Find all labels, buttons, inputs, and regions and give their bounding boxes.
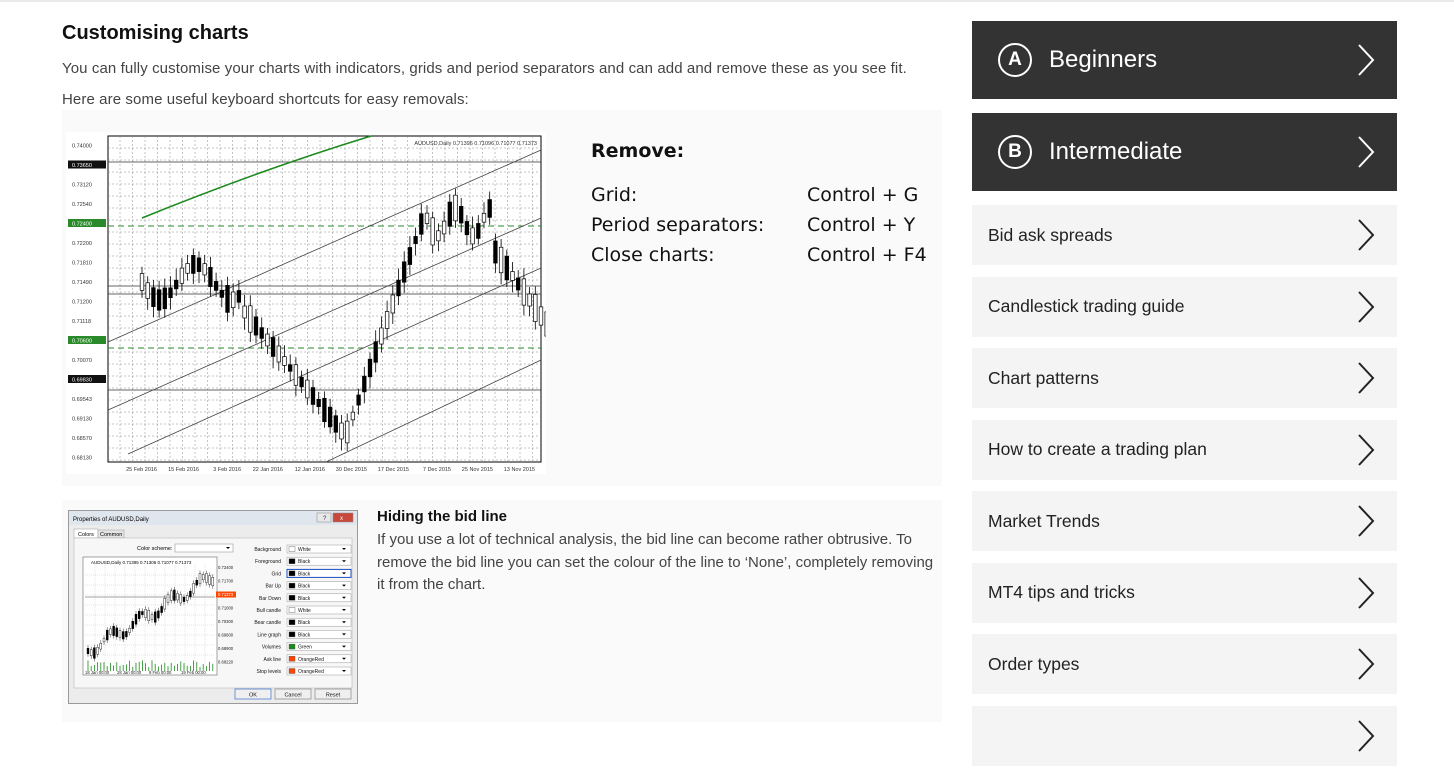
- shortcut-label: Close charts:: [591, 244, 715, 266]
- svg-text:0.71490: 0.71490: [72, 280, 92, 286]
- shortcut-row: [591, 210, 927, 240]
- svg-text:OK: OK: [249, 692, 257, 699]
- svg-text:13 Nov 2015: 13 Nov 2015: [503, 467, 535, 473]
- chevron-right-icon: [1357, 504, 1375, 538]
- level-label: Beginners: [1049, 46, 1158, 73]
- svg-text:Ask line: Ask line: [263, 656, 281, 663]
- chevron-right-icon: [1357, 576, 1375, 610]
- bid-line-text: If you use a lot of technical analysis, the bid line can become rather obtrusive. To remove the bid line you can set the colour of the line to ‘None’, completely removing it from the chart.: [377, 531, 934, 593]
- svg-text:0.72400: 0.72400: [218, 565, 234, 570]
- sidebar-link-trading-plan[interactable]: [972, 420, 1397, 480]
- svg-text:0.72400: 0.72400: [72, 221, 92, 228]
- svg-text:Cancel: Cancel: [284, 692, 302, 699]
- sidebar-level-beginners[interactable]: [972, 21, 1397, 99]
- bid-line-section: [377, 508, 942, 597]
- svg-text:Bar Down: Bar Down: [259, 595, 281, 602]
- sidebar-link-order-types[interactable]: [972, 634, 1397, 694]
- svg-text:12 Jan 2016: 12 Jan 2016: [294, 467, 325, 473]
- shortcut-keys: Control + G: [807, 184, 919, 206]
- svg-text:3 Feb 2016: 3 Feb 2016: [213, 467, 241, 473]
- svg-text:0.71700: 0.71700: [218, 578, 234, 584]
- svg-text:?: ?: [323, 516, 327, 522]
- svg-text:Foreground: Foreground: [255, 559, 281, 566]
- svg-text:0.71200: 0.71200: [72, 299, 92, 306]
- sidebar-nav: [972, 21, 1397, 777]
- svg-text:Green: Green: [298, 644, 312, 651]
- sidebar-link-candlestick-trading-guide[interactable]: [972, 277, 1397, 337]
- svg-text:0.70300: 0.70300: [218, 619, 234, 624]
- svg-text:Volumes: Volumes: [261, 644, 281, 651]
- dialog-title: Properties of AUDUSD,Daily: [73, 517, 149, 523]
- svg-text:Black: Black: [298, 620, 311, 627]
- sidebar-link-label: Candlestick trading guide: [988, 296, 1185, 316]
- article-header: [62, 22, 942, 115]
- bid-line-title: Hiding the bid line: [377, 508, 507, 525]
- svg-text:OrangeRed: OrangeRed: [298, 656, 324, 663]
- svg-text:0.72200: 0.72200: [72, 241, 92, 247]
- svg-text:0.71118: 0.71118: [72, 319, 92, 325]
- svg-text:Background: Background: [254, 547, 281, 553]
- sidebar-link-label: Market Trends: [988, 510, 1100, 531]
- svg-text:0.69543: 0.69543: [72, 397, 92, 403]
- chevron-right-icon: [1357, 719, 1375, 753]
- chevron-right-icon: [1357, 43, 1375, 77]
- svg-text:18 Jan 00:00: 18 Jan 00:00: [85, 670, 110, 675]
- svg-text:9 Feb 00:00: 9 Feb 00:00: [149, 670, 172, 675]
- level-badge-a: A: [998, 43, 1032, 77]
- sidebar-link-label: How to create a trading plan: [988, 439, 1207, 459]
- svg-text:25 Nov 2015: 25 Nov 2015: [461, 467, 493, 473]
- level-badge-b: B: [998, 135, 1032, 169]
- color-scheme-select: [175, 544, 233, 552]
- svg-text:0.71000: 0.71000: [218, 605, 234, 611]
- sidebar-link-mt4-tips[interactable]: [972, 563, 1397, 623]
- color-scheme-label: Color scheme:: [137, 546, 173, 552]
- svg-text:Black: Black: [298, 632, 311, 639]
- sidebar-link-next[interactable]: [972, 706, 1397, 766]
- svg-text:AUDUSD,Daily 0.71396 0.71096 0: AUDUSD,Daily 0.71396 0.71096 0.71077 0.71373: [414, 141, 537, 147]
- article-title: Customising charts: [62, 22, 249, 44]
- sidebar-link-label: MT4 tips and tricks: [988, 582, 1135, 602]
- shortcut-row: [591, 180, 927, 210]
- svg-text:0.73650: 0.73650: [72, 163, 92, 169]
- article-intro: You can fully customise your charts with indicators, grids and period separators and can add and remove these as you see fit. Here are some useful keyboard shortcuts for easy removals:: [62, 60, 907, 108]
- svg-text:0.68900: 0.68900: [218, 646, 234, 651]
- svg-text:Bar Up: Bar Up: [265, 583, 281, 590]
- svg-text:Bull candle: Bull candle: [256, 608, 281, 614]
- sidebar-link-chart-patterns[interactable]: [972, 348, 1397, 408]
- level-label: Intermediate: [1049, 138, 1183, 165]
- chevron-right-icon: [1357, 433, 1375, 467]
- svg-text:19 Feb 00:00: 19 Feb 00:00: [181, 670, 206, 675]
- shortcut-row: [591, 240, 927, 270]
- svg-text:Stop levels: Stop levels: [256, 669, 281, 675]
- svg-text:Black: Black: [298, 559, 311, 566]
- shortcut-label: Grid:: [591, 184, 638, 206]
- sidebar-link-bid-ask-spreads[interactable]: [972, 205, 1397, 265]
- svg-text:7 Dec 2015: 7 Dec 2015: [422, 467, 451, 473]
- svg-text:Black: Black: [298, 583, 311, 590]
- svg-text:25 Feb 2016: 25 Feb 2016: [126, 467, 157, 473]
- shortcut-label: Period separators:: [591, 214, 765, 236]
- tab-colors-label: Colors: [78, 532, 94, 538]
- chevron-right-icon: [1357, 290, 1375, 324]
- svg-text:15 Feb 2016: 15 Feb 2016: [168, 467, 199, 473]
- svg-text:17 Dec 2015: 17 Dec 2015: [377, 467, 409, 473]
- chevron-right-icon: [1357, 135, 1375, 169]
- svg-text:White: White: [298, 547, 311, 553]
- chevron-right-icon: [1357, 361, 1375, 395]
- svg-text:Grid: Grid: [271, 571, 281, 578]
- svg-text:0.71810: 0.71810: [72, 260, 92, 267]
- mirrored-price-chart-image: [66, 132, 546, 479]
- svg-text:28 Jan 00:00: 28 Jan 00:00: [117, 670, 142, 675]
- shortcut-title: Remove:: [591, 140, 685, 162]
- tab-common-label: Common: [100, 532, 123, 538]
- sidebar-link-label: Bid ask spreads: [988, 224, 1113, 245]
- properties-dialog-image: [68, 510, 358, 704]
- svg-text:0.68570: 0.68570: [72, 436, 92, 442]
- preview-header: AUDUSD,Daily 0.71395 0.71306 0.71077 0.71373: [91, 560, 192, 565]
- shortcut-keys: Control + F4: [807, 244, 927, 266]
- svg-text:0.74000: 0.74000: [72, 143, 92, 150]
- svg-text:0.72540: 0.72540: [72, 202, 92, 208]
- svg-text:Line graph: Line graph: [257, 632, 281, 639]
- svg-text:0.69830: 0.69830: [72, 377, 92, 384]
- svg-text:22 Jan 2016: 22 Jan 2016: [252, 467, 283, 473]
- svg-text:White: White: [298, 608, 311, 614]
- svg-text:30 Dec 2015: 30 Dec 2015: [335, 467, 367, 473]
- svg-text:0.69130: 0.69130: [72, 416, 92, 423]
- svg-text:OrangeRed: OrangeRed: [298, 669, 324, 675]
- close-icon: [333, 513, 353, 522]
- sidebar-link-market-trends[interactable]: [972, 491, 1397, 551]
- shortcut-keys: Control + Y: [807, 214, 916, 236]
- svg-text:Reset: Reset: [325, 692, 341, 699]
- svg-text:0.68130: 0.68130: [72, 455, 92, 462]
- svg-text:Black: Black: [298, 595, 311, 602]
- svg-text:0.68220: 0.68220: [218, 659, 234, 665]
- sidebar-level-intermediate[interactable]: [972, 113, 1397, 191]
- chevron-right-icon: [1357, 647, 1375, 681]
- sidebar-link-label: Order types: [988, 653, 1080, 674]
- svg-text:0.73120: 0.73120: [72, 182, 92, 189]
- svg-text:Bear candle: Bear candle: [254, 620, 281, 627]
- top-divider: [0, 0, 1454, 2]
- svg-text:0.70600: 0.70600: [72, 338, 92, 345]
- svg-text:Black: Black: [298, 571, 311, 578]
- chevron-right-icon: [1357, 218, 1375, 252]
- svg-text:0.69600: 0.69600: [218, 632, 234, 638]
- svg-text:x: x: [340, 516, 343, 522]
- svg-text:0.71373: 0.71373: [218, 592, 234, 597]
- shortcut-table: [591, 140, 927, 270]
- properties-dialog-figure: [62, 500, 942, 722]
- svg-text:0.70070: 0.70070: [72, 358, 92, 364]
- sidebar-link-label: Chart patterns: [988, 367, 1099, 388]
- chart-screenshot-figure: [62, 110, 942, 486]
